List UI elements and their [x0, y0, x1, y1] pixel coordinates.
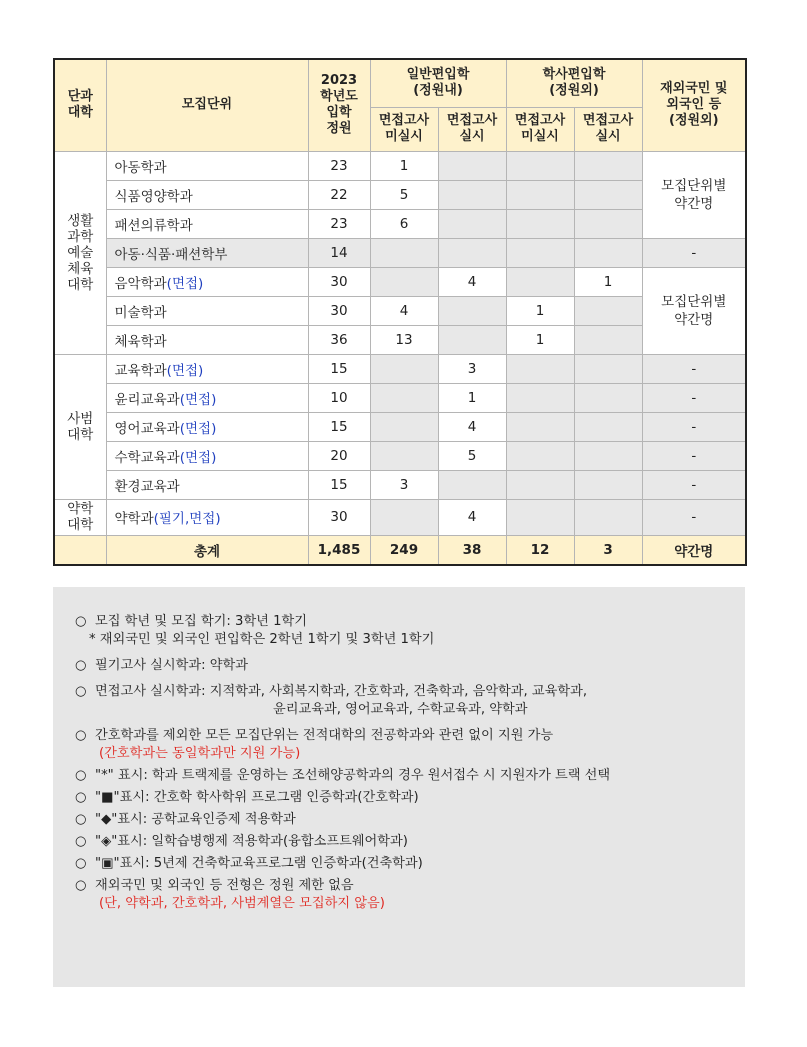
quota-cell: 20	[308, 441, 370, 470]
table-row	[54, 238, 746, 267]
bachelor-no-interview-cell	[506, 238, 574, 267]
table-row	[54, 267, 746, 296]
note-item: ○ "■"표시: 간호학 학사학위 프로그램 인증학과(간호학과)	[75, 790, 419, 805]
bachelor-no-interview-cell	[506, 470, 574, 499]
quota-cell: 10	[308, 383, 370, 412]
general-interview-cell: 3	[438, 354, 506, 383]
note-item: ○ 간호학과를 제외한 모든 모집단위는 전적대학의 전공학과와 관련 없이 지원 가능	[75, 728, 554, 743]
quota-cell: 14	[308, 238, 370, 267]
header-general: 일반편입학 (정원내)	[370, 59, 506, 107]
bachelor-interview-cell	[574, 383, 642, 412]
general-interview-cell	[438, 470, 506, 499]
bachelor-no-interview-cell	[506, 441, 574, 470]
general-no-interview-cell	[370, 412, 438, 441]
header-quota: 2023 학년도 입학 정원	[308, 59, 370, 151]
note-warning: (간호학과는 동일학과만 지원 가능)	[99, 746, 301, 761]
quota-cell: 23	[308, 209, 370, 238]
quota-cell: 15	[308, 354, 370, 383]
general-interview-cell	[438, 209, 506, 238]
overseas-cell: -	[642, 238, 746, 267]
unit-cell: 패션의류학과	[106, 209, 308, 238]
bachelor-no-interview-cell	[506, 151, 574, 180]
general-interview-cell	[438, 151, 506, 180]
bachelor-interview-cell	[574, 354, 642, 383]
total-row	[54, 535, 746, 565]
quota-cell: 15	[308, 470, 370, 499]
total-college-cell	[54, 535, 106, 565]
unit-cell: 체육학과	[106, 325, 308, 354]
unit-cell: 약학과(필기,면접)	[106, 499, 308, 535]
note-warning: (단, 약학과, 간호학과, 사범계열은 모집하지 않음)	[99, 896, 385, 911]
overseas-cell: -	[642, 499, 746, 535]
note-gap	[75, 675, 745, 683]
general-no-interview-cell: 3	[370, 470, 438, 499]
header-general-no-interview: 면접고사 미실시	[370, 107, 438, 151]
note-item: ○ 재외국민 및 외국인 등 전형은 정원 제한 없음	[75, 878, 354, 893]
bachelor-interview-cell	[574, 209, 642, 238]
bachelor-no-interview-cell	[506, 412, 574, 441]
table-row	[54, 354, 746, 383]
general-interview-cell	[438, 238, 506, 267]
unit-cell: 교육학과(면접)	[106, 354, 308, 383]
overseas-cell: -	[642, 470, 746, 499]
bachelor-interview-cell	[574, 412, 642, 441]
general-interview-cell	[438, 180, 506, 209]
table-row	[54, 151, 746, 180]
total-overseas: 약간명	[642, 535, 746, 565]
bachelor-no-interview-cell	[506, 267, 574, 296]
table-row	[54, 412, 746, 441]
general-no-interview-cell	[370, 267, 438, 296]
overseas-cell: -	[642, 441, 746, 470]
header-college: 단과 대학	[54, 59, 106, 151]
notes-box	[53, 587, 745, 987]
college-cell: 생활 과학 예술 체육 대학	[54, 151, 106, 354]
quota-cell: 15	[308, 412, 370, 441]
total-bachelor-no-interview: 12	[506, 535, 574, 565]
admission-quota-table	[53, 58, 747, 566]
bachelor-no-interview-cell: 1	[506, 296, 574, 325]
table-row	[54, 499, 746, 535]
bachelor-interview-cell	[574, 470, 642, 499]
bachelor-interview-cell	[574, 499, 642, 535]
overseas-cell: -	[642, 383, 746, 412]
general-interview-cell: 5	[438, 441, 506, 470]
note-gap	[75, 649, 745, 657]
total-quota: 1,485	[308, 535, 370, 565]
general-no-interview-cell	[370, 499, 438, 535]
unit-cell: 윤리교육과(면접)	[106, 383, 308, 412]
header-unit: 모집단위	[106, 59, 308, 151]
note-item: ○ 필기고사 실시학과: 약학과	[75, 658, 248, 673]
header-bachelor: 학사편입학 (정원외)	[506, 59, 642, 107]
general-interview-cell: 4	[438, 267, 506, 296]
overseas-cell: 모집단위별 약간명	[642, 267, 746, 354]
note-continuation: 윤리교육과, 영어교육과, 수학교육과, 약학과	[273, 702, 528, 717]
bachelor-no-interview-cell	[506, 180, 574, 209]
quota-cell: 23	[308, 151, 370, 180]
note-item: ○ 면접고사 실시학과: 지적학과, 사회복지학과, 간호학과, 건축학과, 음악학과, 교육학과,	[75, 684, 588, 699]
total-label: 총계	[106, 535, 308, 565]
bachelor-interview-cell	[574, 151, 642, 180]
bachelor-interview-cell	[574, 325, 642, 354]
bachelor-no-interview-cell	[506, 383, 574, 412]
table-row	[54, 441, 746, 470]
bachelor-interview-cell	[574, 441, 642, 470]
header-overseas: 재외국민 및 외국인 등 (정원외)	[642, 59, 746, 151]
quota-cell: 30	[308, 296, 370, 325]
note-item: ○ 모집 학년 및 모집 학기: 3학년 1학기	[75, 614, 307, 629]
quota-cell: 30	[308, 267, 370, 296]
note-subitem: * 재외국민 및 외국인 편입학은 2학년 1학기 및 3학년 1학기	[89, 632, 435, 647]
general-no-interview-cell: 5	[370, 180, 438, 209]
note-item: ○ "◆"표시: 공학교육인증제 적용학과	[75, 812, 296, 827]
quota-cell: 30	[308, 499, 370, 535]
general-no-interview-cell: 6	[370, 209, 438, 238]
note-item: ○ "*" 표시: 학과 트랙제를 운영하는 조선해양공학과의 경우 원서접수 시 지원자가 트랙 선택	[75, 768, 611, 783]
bachelor-interview-cell	[574, 180, 642, 209]
note-item: ○ "◈"표시: 일학습병행제 적용학과(융합소프트웨어학과)	[75, 834, 408, 849]
total-general-interview: 38	[438, 535, 506, 565]
unit-cell: 환경교육과	[106, 470, 308, 499]
unit-cell: 음악학과(면접)	[106, 267, 308, 296]
college-cell: 약학 대학	[54, 499, 106, 535]
general-no-interview-cell: 4	[370, 296, 438, 325]
general-no-interview-cell	[370, 238, 438, 267]
general-interview-cell: 4	[438, 412, 506, 441]
general-interview-cell	[438, 296, 506, 325]
table-row	[54, 470, 746, 499]
general-no-interview-cell	[370, 354, 438, 383]
bachelor-interview-cell	[574, 296, 642, 325]
unit-cell: 영어교육과(면접)	[106, 412, 308, 441]
unit-cell: 아동학과	[106, 151, 308, 180]
total-bachelor-interview: 3	[574, 535, 642, 565]
college-cell: 사범 대학	[54, 354, 106, 499]
general-no-interview-cell: 13	[370, 325, 438, 354]
bachelor-no-interview-cell: 1	[506, 325, 574, 354]
general-interview-cell	[438, 325, 506, 354]
bachelor-no-interview-cell	[506, 354, 574, 383]
bachelor-interview-cell: 1	[574, 267, 642, 296]
quota-cell: 22	[308, 180, 370, 209]
general-no-interview-cell	[370, 383, 438, 412]
note-item: ○ "▣"표시: 5년제 건축학교육프로그램 인증학과(건축학과)	[75, 856, 423, 871]
quota-cell: 36	[308, 325, 370, 354]
table-row	[54, 383, 746, 412]
bachelor-no-interview-cell	[506, 209, 574, 238]
bachelor-no-interview-cell	[506, 499, 574, 535]
unit-cell: 식품영양학과	[106, 180, 308, 209]
general-no-interview-cell: 1	[370, 151, 438, 180]
note-gap	[75, 719, 745, 727]
header-bachelor-no-interview: 면접고사 미실시	[506, 107, 574, 151]
unit-cell: 수학교육과(면접)	[106, 441, 308, 470]
header-general-interview: 면접고사 실시	[438, 107, 506, 151]
general-no-interview-cell	[370, 441, 438, 470]
unit-cell: 미술학과	[106, 296, 308, 325]
bachelor-interview-cell	[574, 238, 642, 267]
header-bachelor-interview: 면접고사 실시	[574, 107, 642, 151]
overseas-cell: -	[642, 412, 746, 441]
unit-cell: 아동·식품·패션학부	[106, 238, 308, 267]
total-general-no-interview: 249	[370, 535, 438, 565]
general-interview-cell: 4	[438, 499, 506, 535]
general-interview-cell: 1	[438, 383, 506, 412]
overseas-cell: -	[642, 354, 746, 383]
overseas-cell: 모집단위별 약간명	[642, 151, 746, 238]
